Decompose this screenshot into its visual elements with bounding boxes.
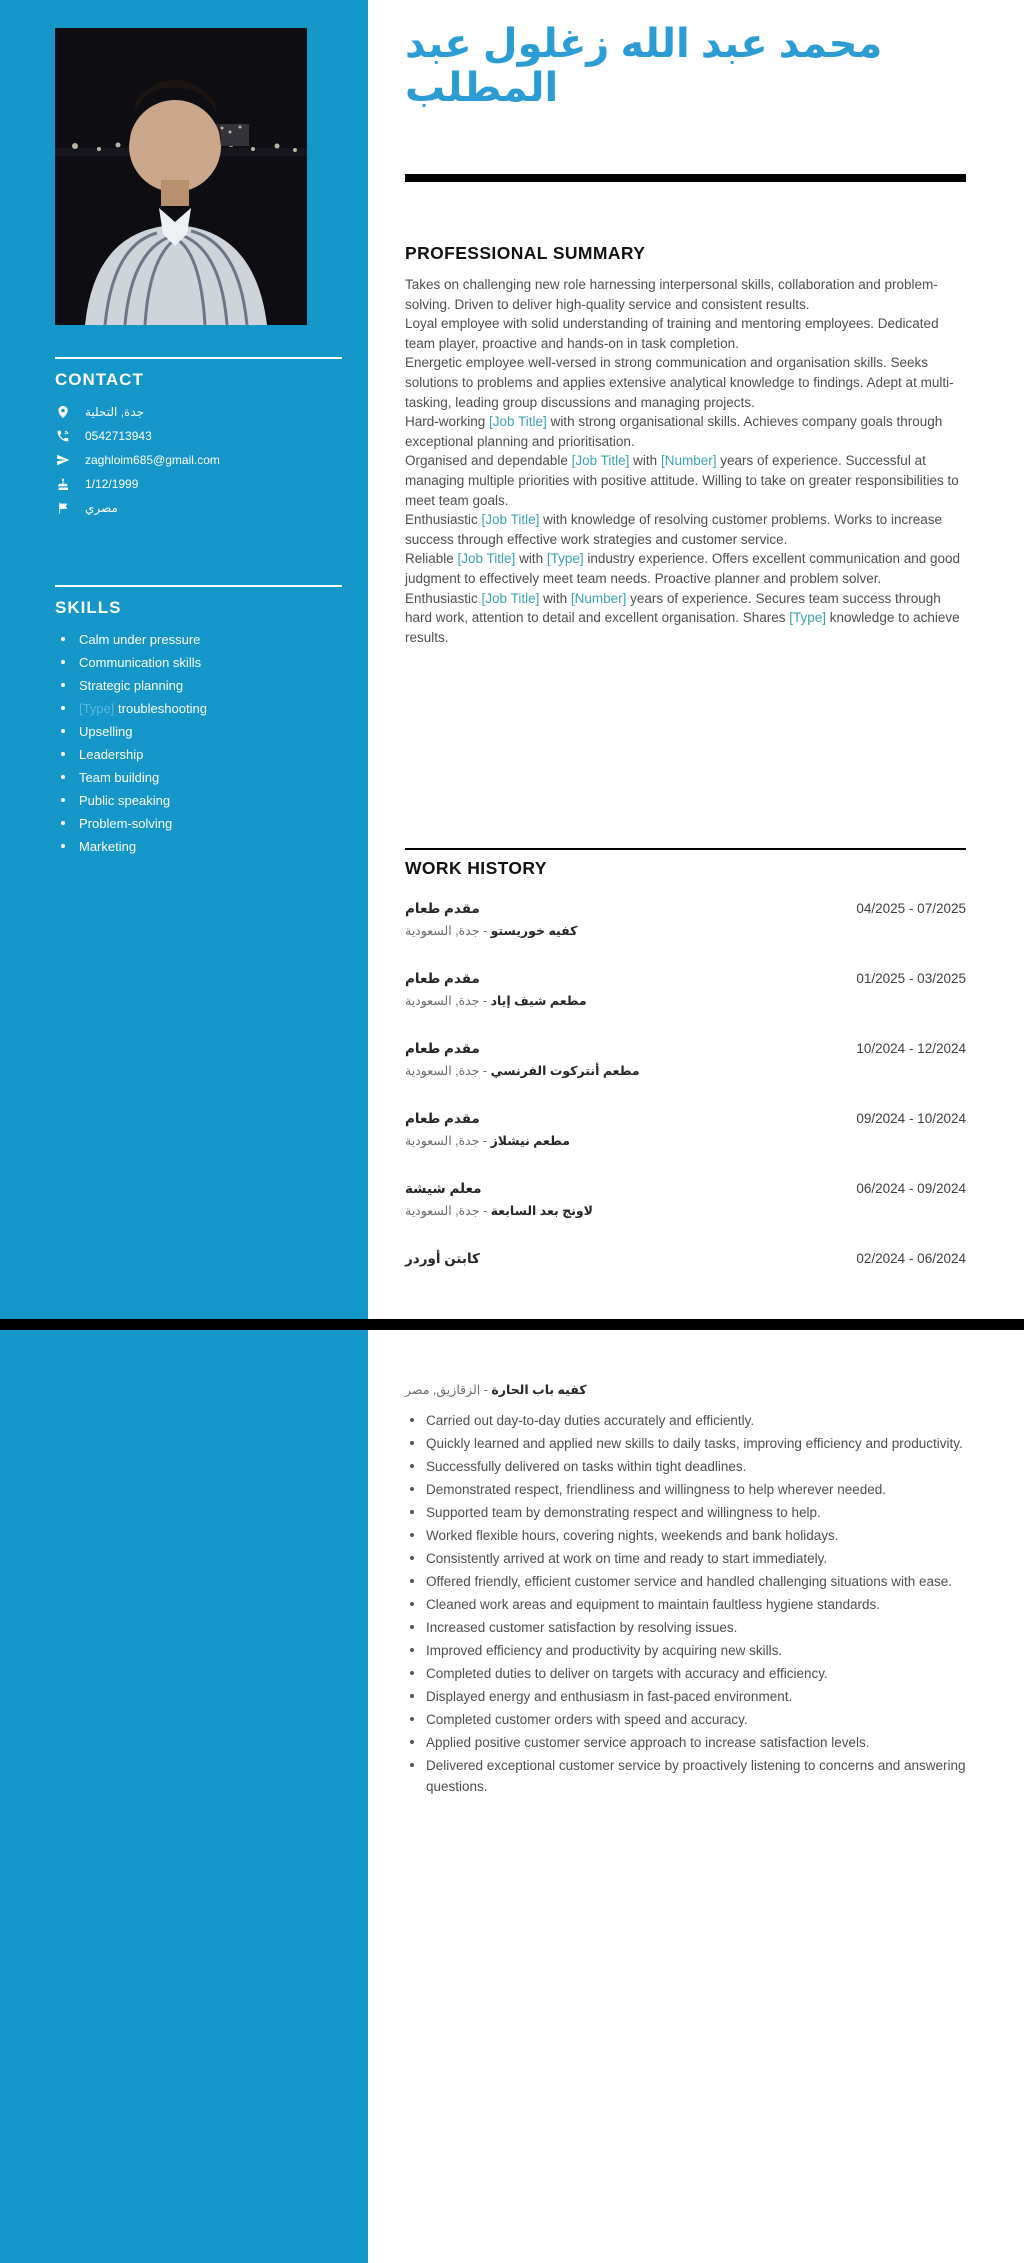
bullet-dot-icon — [410, 1556, 414, 1560]
sidebar — [0, 0, 368, 2263]
job-duty-item — [405, 1502, 966, 1523]
bullet-dot-icon — [61, 775, 65, 779]
skill-item — [55, 701, 342, 716]
birthday-cake-icon — [55, 476, 71, 492]
contact-divider — [55, 357, 342, 359]
work-entry-header — [405, 1109, 966, 1129]
contact-heading: CONTACT — [55, 370, 144, 389]
contact-item-phone — [55, 428, 342, 444]
work-history-heading: WORK HISTORY — [405, 858, 547, 878]
job-company-line — [405, 1199, 966, 1223]
contact-item-email — [55, 452, 342, 468]
summary-paragraphs — [405, 275, 966, 647]
bullet-dot-icon — [410, 1740, 414, 1744]
location-pin-icon — [55, 404, 71, 420]
job-duty-text: Displayed energy and enthusiasm in fast-paced environment. — [426, 1689, 793, 1704]
job-duty-text: Increased customer satisfaction by resolving issues. — [426, 1620, 738, 1635]
summary-paragraph: Organised and dependable [Job Title] with [Number] years of experience. Successful at managing multiple priorities with positive attitude. Willing to take on greater responsibilities to meet team goals. — [405, 453, 959, 508]
skills-list — [55, 632, 342, 854]
job-duty-item — [405, 1686, 966, 1707]
job-duty-text: Worked flexible hours, covering nights, weekends and bank holidays. — [426, 1528, 839, 1543]
bullet-dot-icon — [410, 1487, 414, 1491]
bullet-dot-icon — [410, 1441, 414, 1445]
skill-label: Upselling — [79, 724, 133, 739]
job-duty-item — [405, 1709, 966, 1730]
job-dates: 02/2024 - 06/2024 — [856, 1251, 966, 1266]
skill-item — [55, 655, 342, 670]
job-duty-item — [405, 1410, 966, 1431]
job-duty-text: Improved efficiency and productivity by acquiring new skills. — [426, 1643, 783, 1658]
contact-list — [55, 404, 342, 516]
bullet-dot-icon — [61, 729, 65, 733]
bullet-dot-icon — [410, 1602, 414, 1606]
contact-location-text: جدة, التحلية — [85, 404, 145, 419]
skill-label: Public speaking — [79, 793, 171, 808]
bullet-dot-icon — [61, 752, 65, 756]
job-duty-text: Delivered exceptional customer service by proactively listening to concerns and answering questions. — [426, 1758, 966, 1794]
skill-label: Communication skills — [79, 655, 202, 670]
job-duty-item — [405, 1755, 966, 1797]
send-icon — [55, 452, 71, 468]
company-name: لاونج بعد السابعة — [490, 1204, 593, 1218]
job-duty-text: Consistently arrived at work on time and ready to start immediately. — [426, 1551, 828, 1566]
job-dates: 01/2025 - 03/2025 — [856, 971, 966, 986]
job-company-line — [405, 1059, 966, 1083]
summary-paragraph: Enthusiastic [Job Title] with [Number] years of experience. Secures team success through hard work, attention to detail and excellent organisation. Shares [Type] knowledge to achieve results. — [405, 590, 960, 645]
phone-icon — [55, 428, 71, 444]
profile-photo-image — [55, 28, 307, 325]
job-duty-item — [405, 1640, 966, 1661]
skill-label: Calm under pressure — [79, 632, 201, 647]
work-entry — [405, 1039, 966, 1083]
bullet-dot-icon — [61, 706, 65, 710]
skill-item — [55, 839, 342, 854]
skill-item — [55, 793, 342, 808]
job-duty-item — [405, 1479, 966, 1500]
bullet-dot-icon — [410, 1418, 414, 1422]
job-duty-item — [405, 1732, 966, 1753]
skill-label: Problem-solving — [79, 816, 173, 831]
job-duty-text: Demonstrated respect, friendliness and willingness to help wherever needed. — [426, 1482, 887, 1497]
bullet-dot-icon — [61, 844, 65, 848]
bullet-dot-icon — [410, 1694, 414, 1698]
work-entry-continuation — [405, 1378, 966, 1799]
skill-item — [55, 724, 342, 739]
job-company-line — [405, 1129, 966, 1153]
company-location: - جدة, السعودية — [405, 924, 488, 938]
company-location: - جدة, السعودية — [405, 1064, 488, 1078]
contact-nationality-text: مصري — [85, 500, 118, 515]
work-entry — [405, 1109, 966, 1153]
work-entries — [405, 899, 966, 1269]
job-duty-text: Completed customer orders with speed and accuracy. — [426, 1712, 748, 1727]
summary-paragraph: Takes on challenging new role harnessing interpersonal skills, collaboration and problem-solving. Driven to deliver high-quality service and consistent results. — [405, 277, 938, 312]
work-entry-header — [405, 899, 966, 919]
job-duty-text: Completed duties to deliver on targets with accuracy and efficiency. — [426, 1666, 828, 1681]
company-name: مطعم أنتركوت الفرنسي — [490, 1064, 640, 1078]
skill-item — [55, 816, 342, 831]
contact-phone-text: 0542713943 — [85, 428, 152, 443]
job-duty-item — [405, 1571, 966, 1592]
job-title: مقدم طعام — [405, 901, 480, 916]
bullet-dot-icon — [410, 1625, 414, 1629]
bullet-dot-icon — [61, 798, 65, 802]
summary-paragraph: Reliable [Job Title] with [Type] industry experience. Offers excellent communication and good judgment to effectively meet team needs. Proactive planner and problem solver. — [405, 551, 961, 586]
skill-label: Leadership — [79, 747, 144, 762]
job-company-line — [405, 989, 966, 1013]
company-name: مطعم شيف إياد — [490, 994, 587, 1008]
bullet-dot-icon — [410, 1763, 414, 1767]
bullet-dot-icon — [410, 1510, 414, 1514]
skill-label: Team building — [79, 770, 160, 785]
bullet-dot-icon — [61, 660, 65, 664]
summary-paragraph: Hard-working [Job Title] with strong organisational skills. Achieves company goals through exceptional planning and prioritisation. — [405, 414, 943, 449]
bullet-dot-icon — [61, 683, 65, 687]
skill-item — [55, 770, 342, 785]
professional-summary-section — [405, 243, 966, 647]
job-dates: 10/2024 - 12/2024 — [856, 1041, 966, 1056]
job-duty-item — [405, 1548, 966, 1569]
contact-item-nationality — [55, 500, 342, 516]
job-company-line — [405, 1378, 966, 1402]
work-entry-header — [405, 1249, 966, 1269]
summary-paragraph: Loyal employee with solid understanding of training and mentoring employees. Dedicated team player, proactive and hands-on in task completion. — [405, 316, 939, 351]
work-entry — [405, 969, 966, 1013]
work-history-divider — [405, 848, 966, 850]
job-duty-text: Applied positive customer service approach to increase satisfaction levels. — [426, 1735, 870, 1750]
profile-photo — [55, 28, 307, 325]
job-duties-list — [405, 1410, 966, 1797]
contact-item-location — [55, 404, 342, 420]
company-name: مطعم نيشلاز — [490, 1134, 571, 1148]
job-duty-item — [405, 1594, 966, 1615]
job-duty-text: Quickly learned and applied new skills to daily tasks, improving efficiency and productivity. — [426, 1436, 963, 1451]
company-location: - جدة, السعودية — [405, 1134, 488, 1148]
contact-section — [55, 357, 342, 516]
bullet-dot-icon — [410, 1533, 414, 1537]
job-duty-item — [405, 1663, 966, 1684]
skills-heading: SKILLS — [55, 598, 122, 617]
job-duty-text: Offered friendly, efficient customer service and handled challenging situations with ease. — [426, 1574, 953, 1589]
job-duty-item — [405, 1525, 966, 1546]
bullet-dot-icon — [410, 1717, 414, 1721]
job-duty-text: Supported team by demonstrating respect and willingness to help. — [426, 1505, 821, 1520]
company-name: كفيه خوريستو — [490, 924, 578, 938]
bullet-dot-icon — [410, 1464, 414, 1468]
job-duty-text: Successfully delivered on tasks within tight deadlines. — [426, 1459, 747, 1474]
work-entry-header — [405, 1039, 966, 1059]
work-history-section — [405, 848, 966, 1295]
summary-paragraph: Energetic employee well-versed in strong communication and organisation skills. Seeks solutions to problems and applies extensive analytical knowledge to findings. Adept at multi-tasking, leading group discussions and managing projects. — [405, 355, 954, 410]
page-title: محمد عبد الله زغلول عبد المطلب — [405, 22, 883, 110]
work-entry-header — [405, 969, 966, 989]
job-duty-text: Carried out day-to-day duties accurately and efficiently. — [426, 1413, 755, 1428]
work-entry — [405, 1249, 966, 1269]
bullet-dot-icon — [410, 1579, 414, 1583]
work-entry-header — [405, 1179, 966, 1199]
skill-label: [Type] troubleshooting — [79, 701, 207, 716]
job-dates: 06/2024 - 09/2024 — [856, 1181, 966, 1196]
bullet-dot-icon — [410, 1648, 414, 1652]
job-duty-item — [405, 1456, 966, 1477]
main-content — [405, 0, 966, 1794]
company-location: - جدة, السعودية — [405, 994, 488, 1008]
summary-heading: PROFESSIONAL SUMMARY — [405, 243, 646, 263]
job-title: مقدم طعام — [405, 1041, 480, 1056]
job-duty-item — [405, 1433, 966, 1454]
work-entry — [405, 899, 966, 943]
job-title: كابتن أوردر — [405, 1251, 480, 1266]
job-dates: 09/2024 - 10/2024 — [856, 1111, 966, 1126]
skill-label: Marketing — [79, 839, 137, 854]
skill-item — [55, 678, 342, 693]
skill-label: Strategic planning — [79, 678, 184, 693]
skill-item — [55, 632, 342, 647]
bullet-dot-icon — [61, 637, 65, 641]
contact-birthdate-text: 1/12/1999 — [85, 476, 139, 491]
bullet-dot-icon — [410, 1671, 414, 1675]
work-entry — [405, 1179, 966, 1223]
page-break-bar — [0, 1319, 1024, 1330]
sidebar-content — [55, 357, 342, 862]
skill-item — [55, 747, 342, 762]
contact-item-birthdate — [55, 476, 342, 492]
job-title: مقدم طعام — [405, 1111, 480, 1126]
skills-section — [55, 585, 342, 854]
flag-icon — [55, 500, 71, 516]
job-title: مقدم طعام — [405, 971, 480, 986]
title-underline-bar — [405, 174, 966, 182]
job-company-line — [405, 919, 966, 943]
job-dates: 04/2025 - 07/2025 — [856, 901, 966, 916]
company-location: - جدة, السعودية — [405, 1204, 488, 1218]
job-duty-item — [405, 1617, 966, 1638]
contact-email-text: zaghloim685@gmail.com — [85, 452, 220, 467]
skills-divider — [55, 585, 342, 587]
summary-paragraph: Enthusiastic [Job Title] with knowledge of resolving customer problems. Works to increase success through effective work strategies and customer service. — [405, 512, 943, 547]
company-location: - الزقازيق, مصر — [405, 1383, 488, 1397]
company-name: كفيه باب الحارة — [491, 1383, 587, 1397]
job-title: معلم شيشة — [405, 1181, 482, 1196]
job-duty-text: Cleaned work areas and equipment to maintain faultless hygiene standards. — [426, 1597, 881, 1612]
bullet-dot-icon — [61, 821, 65, 825]
